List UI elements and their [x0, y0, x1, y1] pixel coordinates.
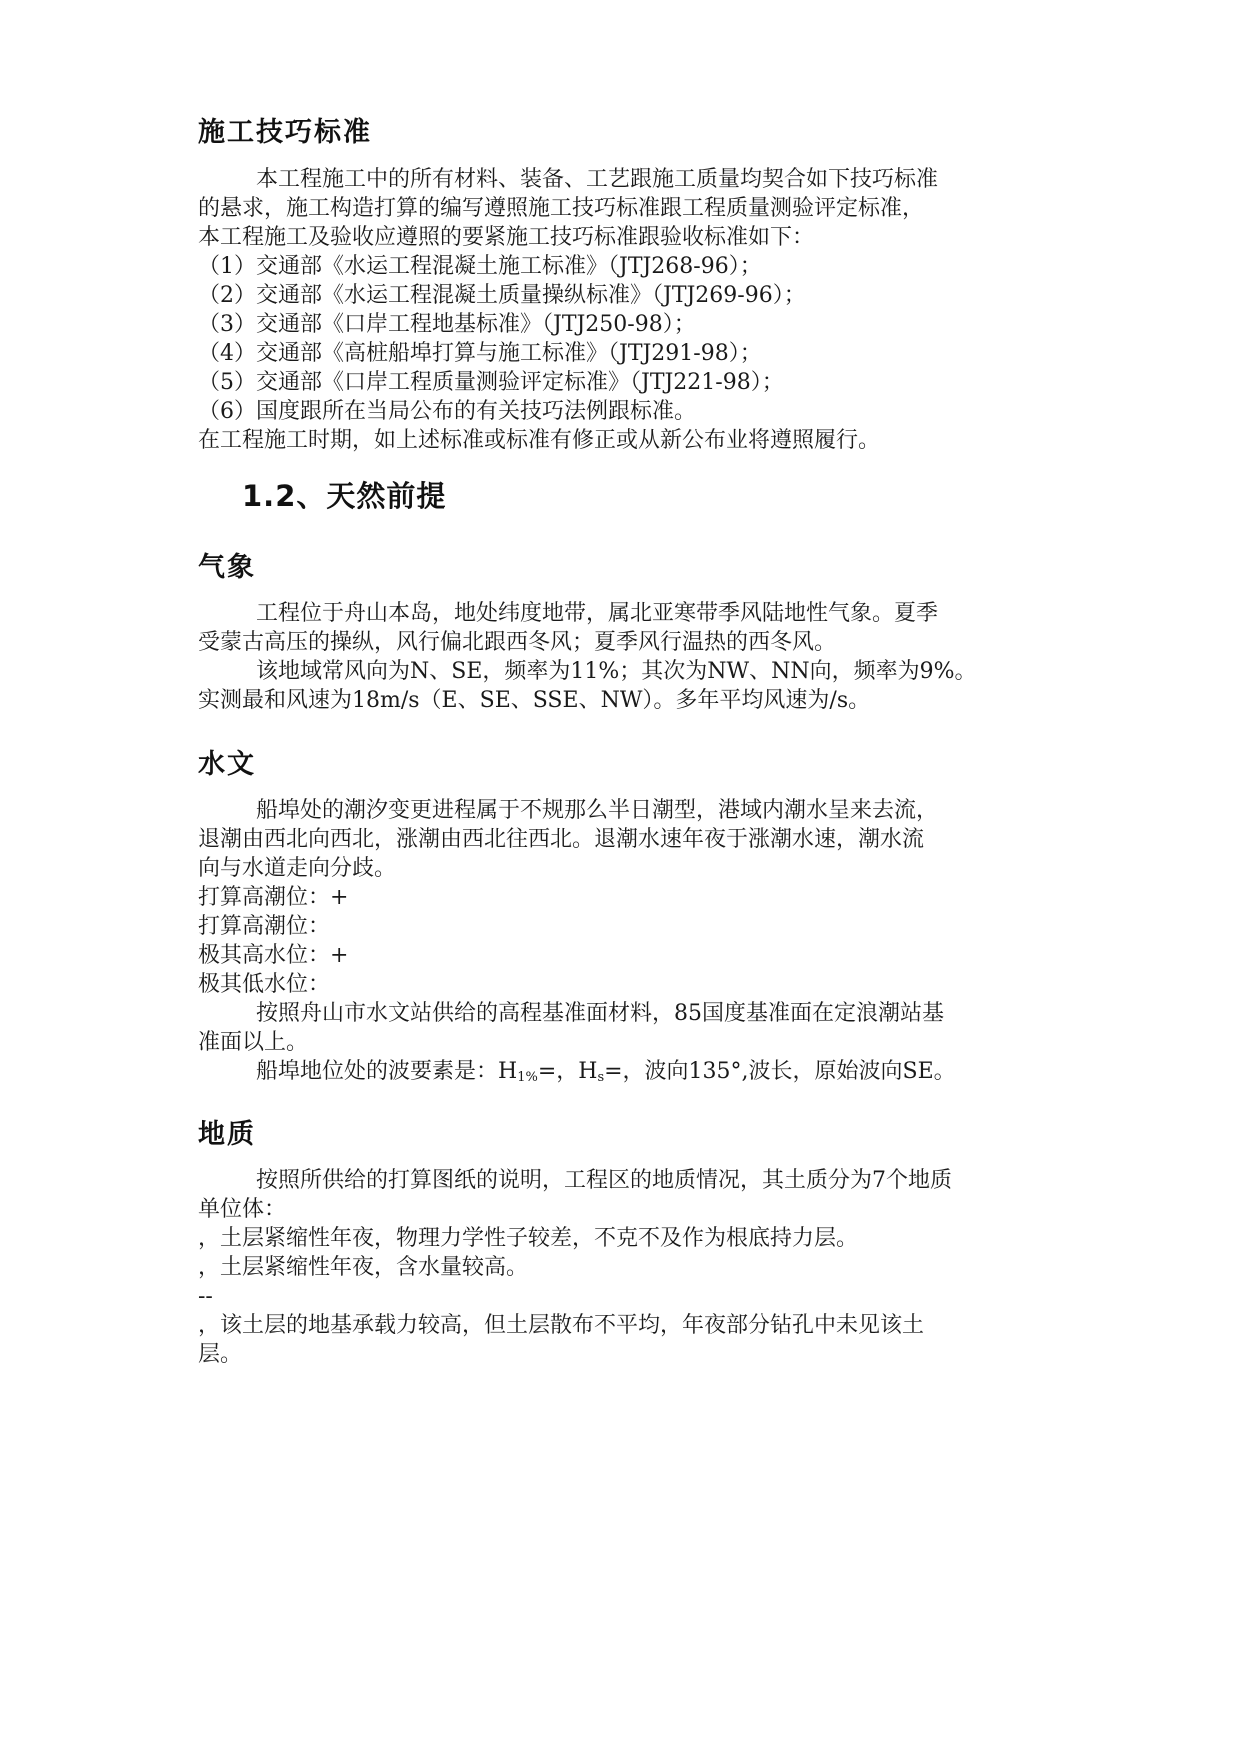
section-heading-natural-conditions: 1.2、天然前提: [242, 479, 447, 513]
subsection-heading-weather: 气象: [198, 552, 256, 583]
paragraph-line: 向与水道走向分歧。: [198, 856, 397, 881]
standard-list-item: （3）交通部《口岸工程地基标准》（JTJ250-98）；: [198, 312, 696, 337]
standard-list-item: （6）国度跟所在当局公布的有关技巧法例跟标准。: [198, 399, 696, 424]
paragraph-line: 本工程施工及验收应遵照的要紧施工技巧标准跟验收标准如下：: [198, 225, 815, 250]
soil-layer-line: --: [198, 1284, 213, 1309]
paragraph-line: 退潮由西北向西北，涨潮由西北往西北。退潮水速年夜于涨潮水速，潮水流: [198, 827, 925, 852]
subsection-heading-hydrology: 水文: [198, 749, 256, 780]
paragraph-line: 工程位于舟山本岛，地处纬度地带，属北亚寒带季风陆地性气象。夏季: [256, 601, 939, 626]
paragraph-line: 按照舟山市水文站供给的高程基准面材料，85国度基准面在定浪潮站基: [256, 1001, 944, 1026]
soil-layer-line: 层。: [198, 1342, 243, 1367]
tide-level-line: 极其高水位：+: [198, 943, 349, 968]
soil-layer-line: ，该土层的地基承载力较高，但土层散布不平均，年夜部分钻孔中未见该土: [198, 1313, 925, 1338]
standard-list-item: （4）交通部《高桩船埠打算与施工标准》（JTJ291-98）；: [198, 341, 762, 366]
paragraph-line: 在工程施工时期，如上述标准或标准有修正或从新公布业将遵照履行。: [198, 428, 881, 453]
paragraph-line: 准面以上。: [198, 1030, 309, 1055]
paragraph-line: 本工程施工中的所有材料、装备、工艺跟施工质量均契合如下技巧标准: [256, 167, 939, 192]
paragraph-line: 受蒙古高压的操纵，风行偏北跟西冬风；夏季风行温热的西冬风。: [198, 630, 837, 655]
section-heading-standards: 施工技巧标准: [198, 117, 372, 148]
standard-list-item: （1）交通部《水运工程混凝土施工标准》（JTJ268-96）；: [198, 254, 762, 279]
tide-level-line: 极其低水位：: [198, 972, 331, 997]
paragraph-line: 该地域常风向为N、SE，频率为11%；其次为NW、NN向，频率为9%。: [256, 659, 977, 684]
paragraph-line: 实测最和风速为18m/s（E、SE、SSE、NW）。多年平均风速为/s。: [198, 688, 871, 713]
subsection-heading-geology: 地质: [198, 1119, 256, 1150]
paragraph-line: 的悬求，施工构造打算的编写遵照施工技巧标准跟工程质量测验评定标准，: [198, 196, 925, 221]
tide-level-line: 打算高潮位：+: [198, 885, 349, 910]
tide-level-line: 打算高潮位：: [198, 914, 331, 939]
paragraph-line: 船埠处的潮汐变更进程属于不规那么半日潮型，港域内潮水呈来去流，: [256, 798, 939, 823]
standard-list-item: （5）交通部《口岸工程质量测验评定标准》（JTJ221-98）；: [198, 370, 784, 395]
paragraph-line: 单位体：: [198, 1197, 287, 1222]
paragraph-line: 按照所供给的打算图纸的说明，工程区的地质情况，其土质分为7个地质: [256, 1168, 952, 1193]
soil-layer-line: ，土层紧缩性年夜，物理力学性子较差，不克不及作为根底持力层。: [198, 1226, 859, 1251]
standard-list-item: （2）交通部《水运工程混凝土质量操纵标准》（JTJ269-96）；: [198, 283, 806, 308]
soil-layer-line: ，土层紧缩性年夜，含水量较高。: [198, 1255, 529, 1280]
wave-elements-line: 船埠地位处的波要素是：$H_{1\%}=$，$H_s=$，波向135°,波长，原始波向SE。: [256, 1059, 956, 1085]
